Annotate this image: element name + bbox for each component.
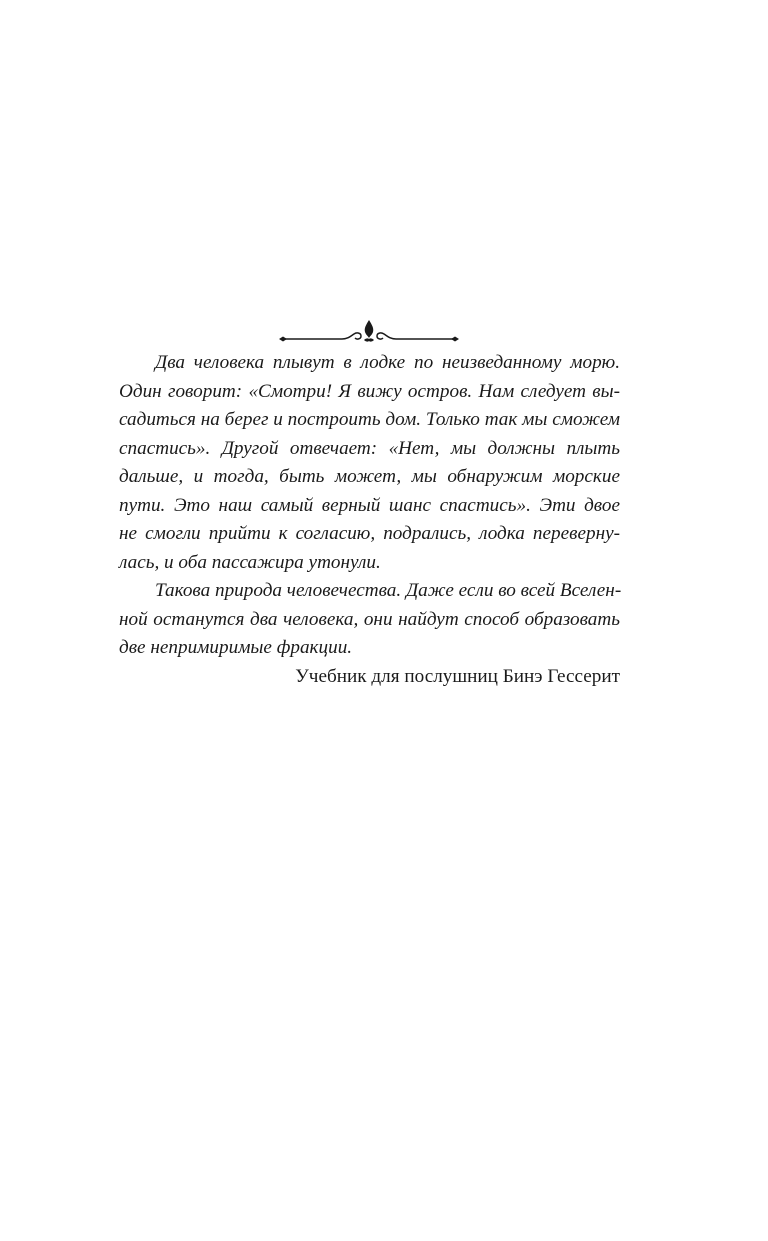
epigraph-attribution: Учебник для послушниц Бинэ Гессерит [295,665,620,687]
text-line: Один говорит: «Смотри! Я вижу остров. Нам следует вы- [119,380,620,402]
text-line: две непримиримые фракции. [119,637,353,658]
text-line: лась, и оба пассажира утонули. [119,551,381,573]
text-line: не смогли прийти к согласию, подрались, лодка переверну- [119,523,620,544]
text-line: спастись». Другой отвечает: «Нет, мы должны плыть [119,437,620,459]
epigraph-paragraph-2 [119,577,620,663]
epigraph [119,349,620,691]
text-line: пути. Это наш самый верный шанс спастись». Эти двое [119,494,620,516]
text-line: садиться на берег и построить дом. Только так мы сможем [119,409,620,430]
text-line: дальше, и тогда, быть может, мы обнаружим морские [119,466,620,487]
decorative-divider [278,318,460,348]
epigraph-paragraph-1 [119,349,620,577]
text-line: Такова природа человечества. Даже если во всей Вселен- [155,580,622,601]
text-line: ной останутся два человека, они найдут способ образовать [119,608,620,630]
fleuron-icon [278,318,460,348]
text-line: Два человека плывут в лодке по неизведанному морю. [155,352,620,373]
